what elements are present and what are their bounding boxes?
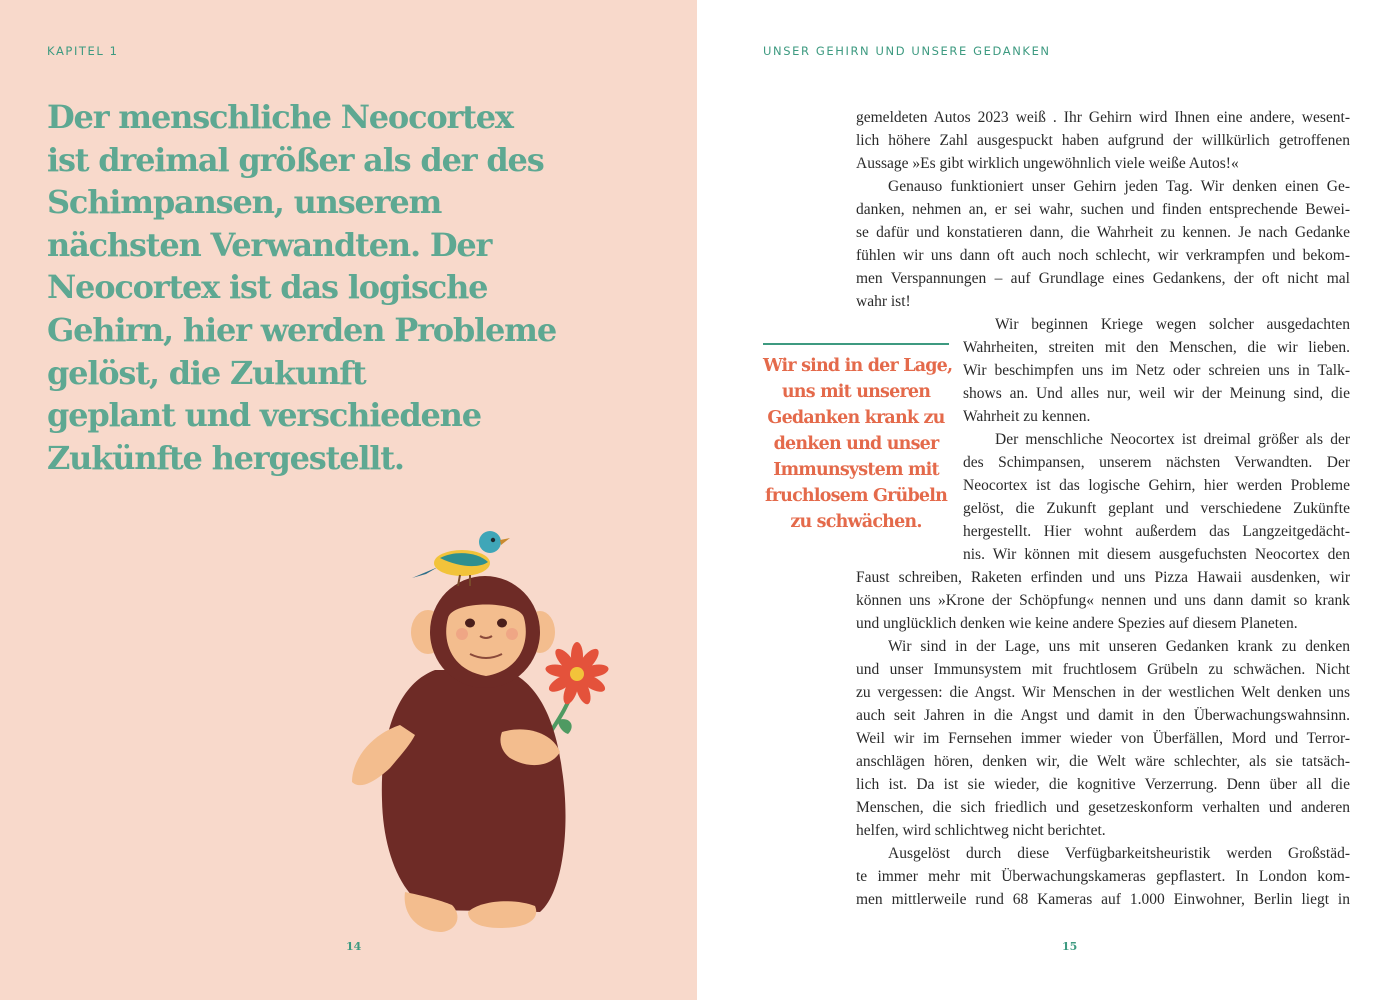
body-line: gemeldeten Autos 2023 weiß . Ihr Gehirn wird Ihnen eine andere, wesent-	[856, 109, 1350, 126]
body-line: shows an. Und alles nur, weil wir der Meinung sind, die	[963, 385, 1350, 402]
flower-icon	[544, 642, 609, 706]
body-line: Faust schreiben, Raketen erfinden und uns Pizza Hawaii ausdenken, wir	[856, 569, 1350, 586]
feature-quote-line: nächsten Verwandten. Der	[47, 225, 492, 264]
feature-quote-line: gelöst, die Zukunft	[47, 353, 366, 392]
feature-quote-line: Schimpansen, unserem	[47, 183, 442, 222]
body-line: men Verspannungen – auf Grundlage eines Gedankens, der oft nicht mal	[856, 270, 1350, 287]
body-line: Ausgelöst durch diese Verfügbarkeitsheuristik werden Großstäd-	[888, 845, 1350, 862]
body-line: Der menschliche Neocortex ist dreimal größer als der	[995, 431, 1350, 448]
body-line: men mittlerweile rund 68 Kameras auf 1.000 Einwohner, Berlin liegt in	[856, 891, 1350, 908]
feature-quote-line: Neocortex ist das logische	[47, 268, 488, 307]
body-line: danken, nehmen an, er sei wahr, suchen und finden entsprechende Bewei-	[856, 201, 1350, 218]
body-line: Genauso funktioniert unser Gehirn jeden Tag. Wir denken einen Ge-	[888, 178, 1350, 195]
chimp-eye-right	[497, 619, 507, 628]
feature-quote	[47, 96, 607, 479]
body-line: wahr ist!	[856, 293, 911, 310]
body-line: lich ist. Da ist sie wieder, die kognitive Verzerrung. Denn über all die	[856, 776, 1350, 793]
body-line: Weil wir im Fernsehen immer wieder von Überfällen, Mord und Terror-	[856, 730, 1350, 747]
pull-quote-line: Immunsystem mit	[773, 460, 939, 480]
feature-quote-line: ist dreimal größer als der des	[47, 140, 544, 179]
page-number-right: 15	[1062, 940, 1078, 953]
right-page	[697, 0, 1396, 1000]
body-line: lich höhere Zahl ausgespuckt haben aufgrund der willkürlich getroffenen	[856, 132, 1350, 149]
pull-quote	[763, 353, 953, 535]
page-number-left: 14	[346, 940, 362, 953]
chimp-eye-left	[465, 619, 475, 628]
feature-quote-line: Der menschliche Neocortex	[47, 98, 513, 136]
body-line: des Schimpansen, unserem nächsten Verwandten. Der	[963, 454, 1350, 471]
pull-quote-line: fruchlosem Grübeln	[765, 486, 947, 506]
body-line: Wahrheit zu kennen.	[963, 408, 1091, 425]
chimp-body	[382, 670, 566, 912]
pull-quote-rule	[763, 343, 949, 345]
running-head-left: KAPITEL 1	[47, 44, 119, 58]
feature-quote-line: geplant und verschiedene	[47, 396, 481, 435]
body-line: zu vergessen: die Angst. Wir Menschen in der westlichen Welt denken uns	[856, 684, 1350, 701]
body-line: und unglücklich denken wie keine andere Spezies auf diesem Planeten.	[856, 615, 1298, 632]
body-line: Wir sind in der Lage, uns mit unseren Gedanken krank zu denken	[888, 638, 1350, 655]
body-line: helfen, wird schlichtweg nicht berichtet.	[856, 822, 1106, 839]
body-line: Aussage »Es gibt wirklich ungewöhnlich viele weiße Autos!«	[856, 155, 1239, 172]
pull-quote-line: uns mit unseren	[781, 382, 931, 402]
body-line: auch seit Jahren in die Angst und damit in den Überwachungswahnsinn.	[856, 707, 1350, 724]
pull-quote-line: denken und unser	[773, 434, 939, 454]
body-line: Neocortex ist das logische Gehirn, hier werden Probleme	[963, 477, 1350, 494]
body-line: können uns »Krone der Schöpfung« nennen und uns dann damit so krank	[856, 592, 1350, 609]
pull-quote-line: Gedanken krank zu	[767, 408, 945, 428]
body-line: se dafür und konstatieren dann, die Wahrheit zu kennen. Je nach Gedanke	[856, 224, 1350, 241]
pull-quote-line: zu schwächen.	[790, 512, 922, 532]
body-line: anschlägen hören, denken wir, die Welt wäre schlechter, als sie tatsäch-	[856, 753, 1350, 770]
left-page	[0, 0, 697, 1000]
body-line: Wir beschimpfen uns im Netz oder schreien uns in Talk-	[963, 362, 1350, 379]
body-line: fühlen wir uns dann oft auch noch schlecht, wir verkrampfen und bekom-	[856, 247, 1350, 264]
pull-quote-line: Wir sind in der Lage,	[763, 356, 953, 376]
body-line: gelöst, die Zukunft geplant und verschiedene Zukünfte	[963, 500, 1350, 517]
body-line: Wir beginnen Kriege wegen solcher ausgedachten	[995, 316, 1350, 333]
chimpanzee-illustration	[330, 520, 630, 940]
body-line: und unser Immunsystem mit fruchtlosem Grübeln zu schwächen. Nicht	[856, 661, 1350, 678]
body-line: Wahrheiten, streiten mit den Menschen, die wir lieben.	[963, 339, 1350, 356]
feature-quote-line: Zukünfte hergestellt.	[47, 438, 404, 477]
body-line: te immer mehr mit Überwachungskameras gepflastert. In London kom-	[856, 868, 1350, 885]
running-head-right: UNSER GEHIRN UND UNSERE GEDANKEN	[763, 44, 1051, 58]
chimp-cheek-left	[456, 628, 468, 640]
feature-quote-line: Gehirn, hier werden Probleme	[47, 310, 556, 349]
flower-leaf	[558, 719, 572, 734]
chimp-cheek-right	[506, 628, 518, 640]
body-line: hergestellt. Hier wohnt außerdem das Langzeitgedächt-	[963, 523, 1350, 540]
body-line: nis. Wir können mit diesem ausgefuchsten Neocortex den	[963, 546, 1350, 563]
body-line: Menschen, die sich friedlich und gesetzeskonform verhalten und anderen	[856, 799, 1350, 816]
